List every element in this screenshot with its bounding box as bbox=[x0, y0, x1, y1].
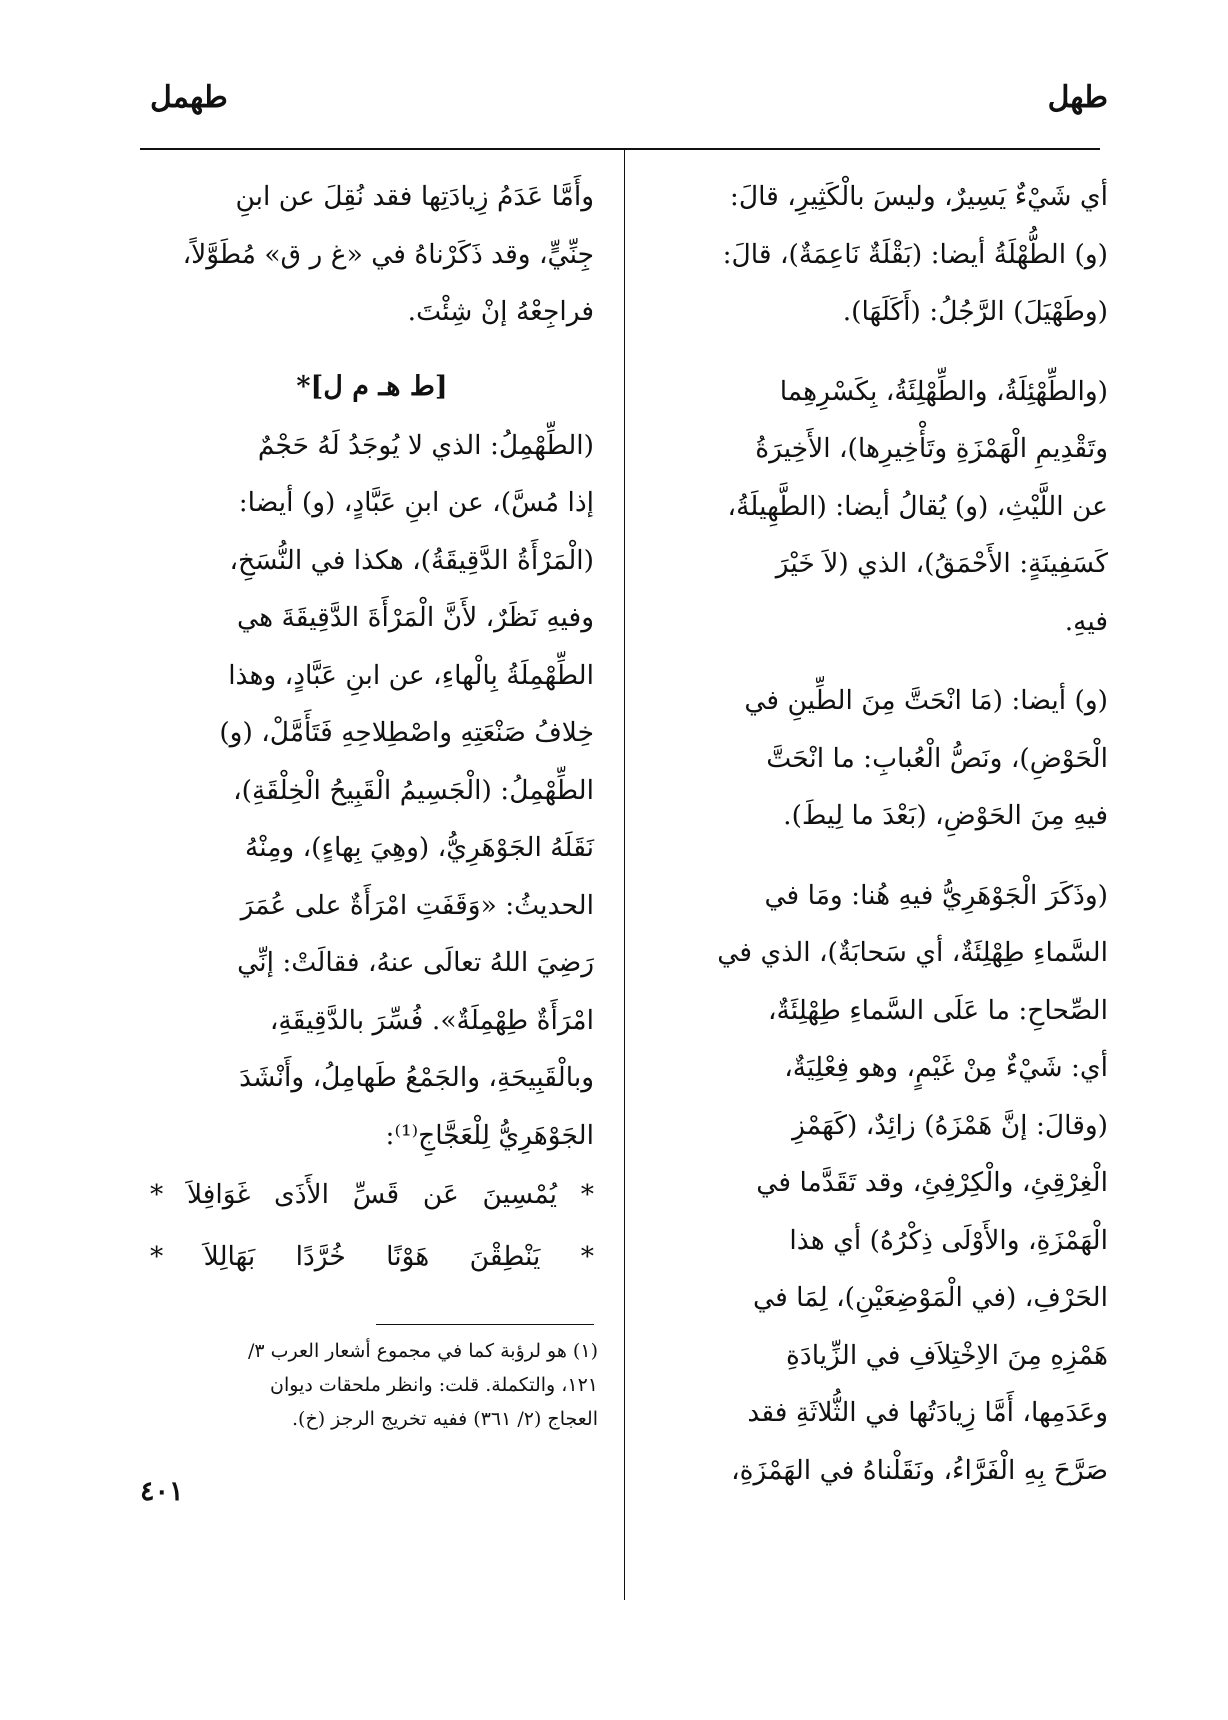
paragraph: أي شَيْءٌ يَسِيرٌ، وليسَ بالْكَثِيرِ، قالَ: (و) الطُّهْلَةُ أيضا: (بَقْلَةٌ نَاعِمَةٌ)، قالَ: (وطَهْيَلَ) الرَّجُلُ: (أَكَلَهَا). bbox=[722, 181, 1108, 327]
left-column bbox=[150, 168, 594, 1288]
column-divider bbox=[624, 150, 625, 1600]
running-head-left: طهمل bbox=[150, 80, 228, 115]
header-rule bbox=[140, 148, 1100, 150]
entry-heading: [ط هـ م ل]* bbox=[296, 370, 448, 402]
right-column bbox=[638, 168, 1108, 1499]
footnote: (١) هو لرؤبة كما في مجموع أشعار العرب ٣/ ١٢١، والتكملة. قلت: وانظر ملحقات ديوان العجاج (٢/ ٣٦١) ففيه تخريج الرجز (خ). bbox=[247, 1340, 598, 1430]
verse-line: * يُمْسِينَ عَن قَسِّ الأَذَى غَوَافِلاَ * bbox=[150, 1179, 594, 1210]
running-head-right: طهل bbox=[1047, 80, 1108, 115]
paragraph: وأَمَّا عَدَمُ زِيادَتِها فقد نُقِلَ عن ابنِ جِنِّيٍّ، وقد ذَكَرْناهُ في «غ ر ق» مُطَوَّلاً، فراجِعْهُ إنْ شِئْتَ. bbox=[182, 181, 594, 327]
paragraph: (وذَكَرَ الْجَوْهَرِيُّ فيهِ هُنا: ومَا في السَّماءِ طِهْلِئَةٌ، أي سَحابَةٌ)، الذي في الصِّحاحِ: ما عَلَى السَّماءِ طِهْلِئَةٌ، أي: شَيْءٌ مِنْ غَيْمٍ، وهو فِعْلِيَةٌ، (وقالَ: إنَّ هَمْزَهُ) زائِدٌ، (كَهَمْزِ الْغِرْقِئِ، والْكِرْفِئِ، وقد تَقَدَّما في الْهَمْزَةِ، والأَوْلَى ذِكْرُهُ) أي هذا الحَرْفِ، (في الْمَوْضِعَيْنِ)، لِمَا في هَمْزِهِ مِنَ الاِخْتِلاَفِ في الزِّيادَةِ وعَدَمِها، أَمَّا زِيادَتُها في الثُّلاثَةِ فقد صَرَّحَ بِهِ الْفَرَّاءُ، ونَقَلْناهُ في الهَمْزَةِ، bbox=[717, 879, 1108, 1486]
footnote-rule bbox=[376, 1324, 594, 1325]
entry-body: (الطِّهْمِلُ: الذي لا يُوجَدُ لَهُ حَجْمٌ إذا مُسَّ)، عن ابنِ عَبَّادٍ، (و) أيضا: (الْمَرْأَةُ الدَّقِيقَةُ)، هكذا في النُّسَخِ، وفيهِ نَظَرٌ، لأَنَّ الْمَرْأَةَ الدَّقِيقَةَ هي الطِّهْمِلَةُ بِالْهاءِ، عن ابنِ عَبَّادٍ، وهذا خِلافُ صَنْعَتِهِ واصْطِلاحِهِ فَتَأَمَّلْ، (و) الطِّهْمِلُ: (الْجَسِيمُ الْقَبِيحُ الْخِلْقَةِ)، نَقَلَهُ الجَوْهَرِيُّ، (وهِيَ بِهاءٍ)، ومِنْهُ الحديثُ: «وَقَفَتِ امْرَأَةٌ على عُمَرَ رَضِيَ اللهُ تعالَى عنهُ، فقالَتْ: إنِّي امْرَأَةٌ طِهْمِلَةٌ». فُسِّرَ بالدَّقِيقَةِ، وبالْقَبِيحَةِ، والجَمْعُ طَهامِلُ، وأَنْشَدَ الجَوْهَرِيُّ لِلْعَجَّاجِ⁽¹⁾: bbox=[219, 429, 594, 1151]
paragraph: (و) أيضا: (مَا انْحَتَّ مِنَ الطِّينِ في الْحَوْضِ)، ونَصُّ الْعُبابِ: ما انْحَتَّ فيهِ مِنَ الحَوْضِ، (بَعْدَ ما لِيطَ). bbox=[744, 685, 1108, 831]
verse-line: * يَنْطِقْنَ هَوْنًا خُرَّدًا بَهَالِلاَ * bbox=[150, 1241, 594, 1272]
paragraph: (والطِّهْئِلَةُ، والطِّهْلِئَةُ، بِكَسْرِهِما وتَقْدِيمِ الْهَمْزَةِ وتَأْخِيرِها)، الأَخِيرَةُ عن اللَّيْثِ، (و) يُقالُ أيضا: (الطَّهِيلَةُ، كَسَفِينَةٍ: الأَحْمَقُ)، الذي (لاَ خَيْرَ فيهِ. bbox=[727, 375, 1108, 637]
page-number: ٤٠١ bbox=[140, 1476, 184, 1507]
